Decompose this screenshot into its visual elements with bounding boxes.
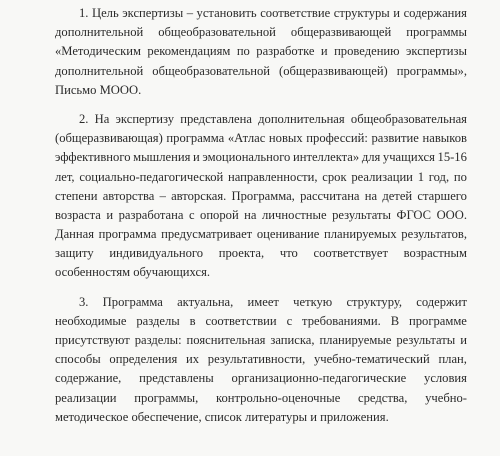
text-line: 2. На экспертизу представлена дополнительная общеобразовательная xyxy=(79,111,467,126)
text-line: 3. Программа актуальна, имеет четкую структуру, содержит xyxy=(79,294,467,309)
text-line: степени авторства – авторская. Программа, рассчитана на детей старшего xyxy=(55,188,467,203)
text-line: дополнительной общеобразовательной общеразвивающей программы xyxy=(55,25,467,40)
text-line: реализации программы, контрольно-оценочные средства, учебно- xyxy=(55,390,467,405)
text-line: защиту индивидуального проекта, что соответствует возрастным xyxy=(55,246,467,261)
text-line: «Методическим рекомендациям по разработке и проведению экспертизы xyxy=(55,44,467,59)
text-line: Данная программа предусматривает оценивание планируемых результатов, xyxy=(55,227,467,242)
text-line: эффективного мышления и эмоционального интеллекта» для учащихся 15-16 xyxy=(55,150,467,165)
text-line: дополнительной общеобразовательной (общеразвивающей) программы», xyxy=(55,63,467,78)
paragraph-2 xyxy=(55,110,467,283)
text-line: (общеразвивающая) программа «Атлас новых профессий: развитие навыков xyxy=(55,131,467,146)
paragraph-1 xyxy=(55,4,467,100)
text-line: особенностям обучающихся. xyxy=(55,265,211,280)
text-line: необходимые разделы в соответствии с требованиями. В программе xyxy=(55,313,467,328)
text-line: методическое обеспечение, список литературы и приложения. xyxy=(55,409,389,424)
document-body xyxy=(55,4,467,437)
text-line: Письмо МООО. xyxy=(55,82,142,97)
text-line: содержание, представлены организационно-педагогические условия xyxy=(55,371,467,386)
text-line: лет, социально-педагогической направленности, срок реализации 1 год, по xyxy=(55,169,467,184)
paragraph-3 xyxy=(55,293,467,427)
text-line: возраста и разработана с опорой на личностные результаты ФГОС ООО. xyxy=(55,207,467,222)
text-line: присутствуют разделы: пояснительная записка, планируемые результаты и xyxy=(55,333,467,347)
text-line: 1. Цель экспертизы – установить соответствие структуры и содержания xyxy=(79,6,467,20)
text-line: способы определения их результативности, учебно-тематический план, xyxy=(55,352,467,367)
